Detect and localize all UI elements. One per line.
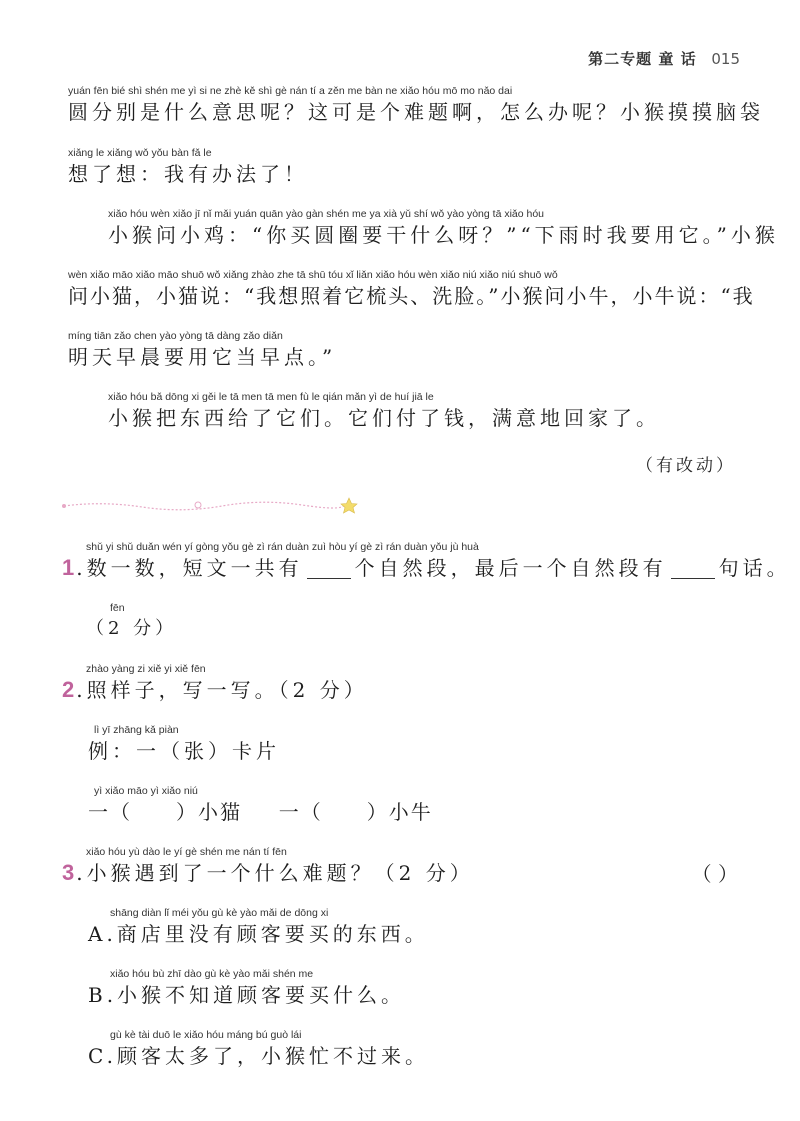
answer-field[interactable] [132, 799, 176, 819]
story-line [68, 268, 755, 310]
pinyin-row: xiǎo hóu bù zhī dào gù kè yào mǎi shén me [110, 968, 314, 980]
page-header [588, 48, 740, 69]
text-row: 想了想：我有办法了！ [68, 162, 308, 186]
question-text: .照样子，写一写。（2 分） [76, 678, 368, 702]
example [88, 723, 280, 765]
pinyin-row: fēn [110, 602, 125, 614]
item-suffix: ）小牛 [366, 800, 433, 824]
option-c[interactable] [88, 1028, 429, 1070]
pinyin-row: yì xiǎo māo yì xiǎo niú [94, 785, 198, 797]
pinyin-row: shǔ yi shǔ duǎn wén yí gòng yǒu gè zì rán duàn zuì hòu yí gè zì rán duàn yǒu jù huà [86, 541, 479, 553]
text-row: 小猴问小鸡：“你买圆圈要干什么呀？”“下雨时我要用它。”小猴 [108, 223, 779, 247]
pinyin-row: yuán fēn bié shì shén me yì si ne zhè kě shì gè nán tí a zěn me bàn ne xiǎo hóu mō mo nǎo dai [68, 85, 513, 97]
text-row: 小猴把东西给了它们。它们付了钱，满意地回家了。 [108, 406, 660, 430]
story-line [68, 146, 308, 188]
pinyin-row: xiǎo hóu yù dào le yí gè shén me nán tí fēn [86, 846, 287, 858]
answer-blank[interactable] [307, 558, 351, 579]
answer-blank[interactable] [671, 558, 715, 579]
source-note: （有改动） [636, 456, 736, 476]
decorative-divider [62, 497, 362, 515]
pinyin-row: zhào yàng zi xiě yi xiě fēn [86, 663, 206, 675]
item-prefix: 一（ [88, 800, 132, 824]
page-number: 015 [711, 50, 740, 68]
question-number: 1 [62, 555, 75, 580]
pinyin-row: gù kè tài duō le xiǎo hóu máng bú guò lái [110, 1029, 302, 1041]
question-text: 个自然段，最后一个自然段有 [354, 556, 667, 580]
pinyin-row: xiǎo hóu wèn xiǎo jī nǐ mǎi yuán quān yào gàn shén me ya xià yǔ shí wǒ yào yòng tā xiǎo hóu [108, 208, 545, 220]
example-text: 例：一（张）卡片 [88, 739, 280, 763]
item-prefix: 一（ [278, 800, 323, 824]
score-text: （2 分） [86, 618, 178, 639]
story-line [108, 207, 779, 249]
option-b[interactable] [88, 967, 405, 1009]
question-1-score [86, 601, 177, 643]
section-title: 第二专题 童 话 [588, 50, 697, 68]
option-text: C.顾客太多了，小猴忙不过来。 [88, 1044, 429, 1068]
question-1 [62, 540, 791, 582]
answer-paren[interactable]: （ ） [691, 862, 738, 886]
pinyin-row: xiǎng le xiǎng wǒ yǒu bàn fǎ le [68, 147, 212, 159]
question-2-items [88, 784, 433, 826]
option-text: A.商店里没有顾客要买的东西。 [88, 922, 429, 946]
question-text: .数一数，短文一共有 [76, 556, 303, 580]
question-2 [62, 662, 368, 704]
question-text: .小猴遇到了一个什么难题？（2 分） [76, 861, 474, 885]
option-a[interactable] [88, 906, 429, 948]
question-3 [62, 845, 474, 887]
text-row: 圆分别是什么意思呢？这可是个难题啊，怎么办呢？小猴摸摸脑袋 [68, 100, 764, 124]
option-text: B.小猴不知道顾客要买什么。 [88, 983, 406, 1007]
answer-field[interactable] [323, 799, 367, 819]
pinyin-row: míng tiān zǎo chen yào yòng tā dàng zǎo diǎn [68, 330, 283, 342]
story-line [68, 84, 764, 126]
pinyin-row: wèn xiǎo māo xiǎo māo shuō wǒ xiǎng zhào zhe tā shū tóu xǐ liǎn xiǎo hóu wèn xiǎo niú xiǎo niú shuō wǒ [68, 269, 558, 281]
pinyin-row: shāng diàn lǐ méi yǒu gù kè yào mǎi de dōng xi [110, 907, 329, 919]
story-line [68, 329, 336, 371]
item-suffix: ）小猫 [176, 800, 242, 824]
text-row: 问小猫，小猫说：“我想照着它梳头、洗脸。”小猴问小牛，小牛说：“我 [68, 284, 755, 308]
story-line [108, 390, 660, 432]
question-text: 句话。 [718, 556, 791, 580]
question-number: 3 [62, 860, 75, 885]
question-number: 2 [62, 677, 75, 702]
text-row: 明天早晨要用它当早点。” [68, 345, 337, 369]
star-icon [341, 498, 357, 513]
pinyin-row: lì yī zhāng kǎ piàn [94, 724, 179, 736]
pinyin-row: xiǎo hóu bǎ dōng xi gěi le tā men tā men fù le qián mǎn yì de huí jiā le [108, 391, 434, 403]
